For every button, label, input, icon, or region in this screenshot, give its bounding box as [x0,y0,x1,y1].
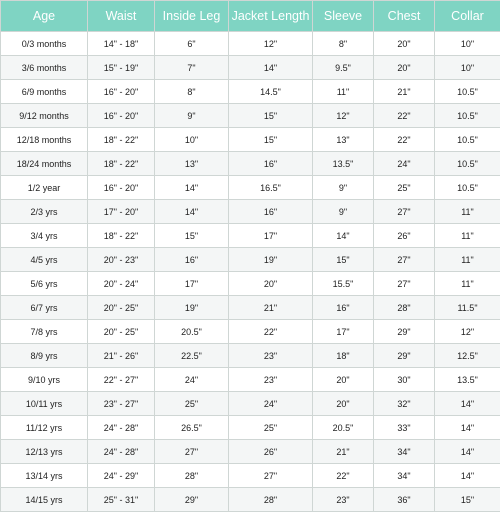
sleeve-cell: 18" [313,344,374,368]
collar-cell: 12" [435,320,500,344]
chest-cell: 34" [374,440,435,464]
sleeve-cell: 12" [313,104,374,128]
jacket-length-cell: 17" [229,224,313,248]
table-row [1,368,500,392]
table-row [1,80,500,104]
sleeve-cell: 21" [313,440,374,464]
inside-leg-cell: 19" [155,296,229,320]
sleeve-cell: 17" [313,320,374,344]
age-cell: 14/15 yrs [1,488,88,512]
age-cell: 11/12 yrs [1,416,88,440]
header-inside-leg: Inside Leg [155,1,229,32]
collar-cell: 10" [435,56,500,80]
inside-leg-cell: 6" [155,32,229,56]
collar-cell: 11" [435,248,500,272]
chest-cell: 20" [374,32,435,56]
sleeve-cell: 20" [313,392,374,416]
inside-leg-cell: 17" [155,272,229,296]
waist-cell: 18" - 22" [88,152,155,176]
collar-cell: 11" [435,200,500,224]
collar-cell: 11" [435,224,500,248]
table-row [1,176,500,200]
collar-cell: 10.5" [435,176,500,200]
waist-cell: 14" - 18" [88,32,155,56]
table-row [1,464,500,488]
chest-cell: 24" [374,152,435,176]
waist-cell: 15" - 19" [88,56,155,80]
collar-cell: 13.5" [435,368,500,392]
header-age: Age [1,1,88,32]
chest-cell: 29" [374,344,435,368]
waist-cell: 20" - 23" [88,248,155,272]
table-row [1,200,500,224]
collar-cell: 14" [435,464,500,488]
jacket-length-cell: 12" [229,32,313,56]
inside-leg-cell: 14" [155,176,229,200]
collar-cell: 14" [435,392,500,416]
jacket-length-cell: 15" [229,104,313,128]
jacket-length-cell: 14" [229,56,313,80]
age-cell: 0/3 months [1,32,88,56]
jacket-length-cell: 16.5" [229,176,313,200]
table-row [1,32,500,56]
sleeve-cell: 11" [313,80,374,104]
chest-cell: 32" [374,392,435,416]
sleeve-cell: 15.5" [313,272,374,296]
jacket-length-cell: 27" [229,464,313,488]
jacket-length-cell: 26" [229,440,313,464]
waist-cell: 24" - 29" [88,464,155,488]
inside-leg-cell: 26.5" [155,416,229,440]
collar-cell: 10" [435,32,500,56]
age-cell: 7/8 yrs [1,320,88,344]
inside-leg-cell: 10" [155,128,229,152]
table-row [1,320,500,344]
jacket-length-cell: 16" [229,200,313,224]
inside-leg-cell: 13" [155,152,229,176]
waist-cell: 22" - 27" [88,368,155,392]
table-row [1,344,500,368]
jacket-length-cell: 25" [229,416,313,440]
header-jacket-length: Jacket Length [229,1,313,32]
header-chest: Chest [374,1,435,32]
jacket-length-cell: 21" [229,296,313,320]
jacket-length-cell: 14.5" [229,80,313,104]
sleeve-cell: 14" [313,224,374,248]
chest-cell: 27" [374,272,435,296]
age-cell: 12/13 yrs [1,440,88,464]
collar-cell: 11.5" [435,296,500,320]
table-body [1,32,500,512]
chest-cell: 30" [374,368,435,392]
age-cell: 3/4 yrs [1,224,88,248]
chest-cell: 27" [374,200,435,224]
table-row [1,248,500,272]
waist-cell: 17" - 20" [88,200,155,224]
inside-leg-cell: 9" [155,104,229,128]
sleeve-cell: 9.5" [313,56,374,80]
table-row [1,104,500,128]
waist-cell: 23" - 27" [88,392,155,416]
inside-leg-cell: 16" [155,248,229,272]
inside-leg-cell: 25" [155,392,229,416]
table-row [1,440,500,464]
sleeve-cell: 15" [313,248,374,272]
sleeve-cell: 13" [313,128,374,152]
waist-cell: 16" - 20" [88,80,155,104]
sleeve-cell: 20.5" [313,416,374,440]
waist-cell: 16" - 20" [88,176,155,200]
inside-leg-cell: 29" [155,488,229,512]
chest-cell: 22" [374,128,435,152]
chest-cell: 33" [374,416,435,440]
waist-cell: 24" - 28" [88,440,155,464]
age-cell: 4/5 yrs [1,248,88,272]
waist-cell: 20" - 25" [88,320,155,344]
age-cell: 13/14 yrs [1,464,88,488]
waist-cell: 16" - 20" [88,104,155,128]
sleeve-cell: 20" [313,368,374,392]
table-row [1,296,500,320]
table-row [1,56,500,80]
collar-cell: 10.5" [435,128,500,152]
age-cell: 6/7 yrs [1,296,88,320]
inside-leg-cell: 7" [155,56,229,80]
sleeve-cell: 8" [313,32,374,56]
header-row [1,1,500,32]
jacket-length-cell: 20" [229,272,313,296]
collar-cell: 10.5" [435,80,500,104]
chest-cell: 34" [374,464,435,488]
chest-cell: 36" [374,488,435,512]
age-cell: 18/24 months [1,152,88,176]
sleeve-cell: 9" [313,200,374,224]
waist-cell: 25" - 31" [88,488,155,512]
table-header [1,1,500,32]
table-row [1,224,500,248]
chest-cell: 20" [374,56,435,80]
table-row [1,272,500,296]
inside-leg-cell: 14" [155,200,229,224]
jacket-length-cell: 23" [229,344,313,368]
age-cell: 1/2 year [1,176,88,200]
inside-leg-cell: 20.5" [155,320,229,344]
age-cell: 6/9 months [1,80,88,104]
chest-cell: 21" [374,80,435,104]
sleeve-cell: 13.5" [313,152,374,176]
waist-cell: 24" - 28" [88,416,155,440]
collar-cell: 15" [435,488,500,512]
table-row [1,392,500,416]
collar-cell: 10.5" [435,152,500,176]
age-cell: 12/18 months [1,128,88,152]
table-row [1,416,500,440]
age-cell: 8/9 yrs [1,344,88,368]
header-waist: Waist [88,1,155,32]
jacket-length-cell: 16" [229,152,313,176]
collar-cell: 11" [435,272,500,296]
collar-cell: 12.5" [435,344,500,368]
sleeve-cell: 23" [313,488,374,512]
table-row [1,488,500,512]
waist-cell: 18" - 22" [88,224,155,248]
collar-cell: 14" [435,416,500,440]
chest-cell: 29" [374,320,435,344]
chest-cell: 25" [374,176,435,200]
jacket-length-cell: 24" [229,392,313,416]
jacket-length-cell: 19" [229,248,313,272]
table-row [1,128,500,152]
chest-cell: 26" [374,224,435,248]
jacket-length-cell: 28" [229,488,313,512]
collar-cell: 10.5" [435,104,500,128]
inside-leg-cell: 8" [155,80,229,104]
sleeve-cell: 9" [313,176,374,200]
waist-cell: 20" - 25" [88,296,155,320]
collar-cell: 14" [435,440,500,464]
inside-leg-cell: 28" [155,464,229,488]
table-row [1,152,500,176]
age-cell: 5/6 yrs [1,272,88,296]
jacket-length-cell: 15" [229,128,313,152]
header-collar: Collar [435,1,500,32]
waist-cell: 18" - 22" [88,128,155,152]
inside-leg-cell: 27" [155,440,229,464]
header-sleeve: Sleeve [313,1,374,32]
age-cell: 2/3 yrs [1,200,88,224]
inside-leg-cell: 15" [155,224,229,248]
jacket-length-cell: 22" [229,320,313,344]
age-cell: 3/6 months [1,56,88,80]
inside-leg-cell: 24" [155,368,229,392]
age-cell: 9/12 months [1,104,88,128]
waist-cell: 20" - 24" [88,272,155,296]
chest-cell: 27" [374,248,435,272]
chest-cell: 28" [374,296,435,320]
inside-leg-cell: 22.5" [155,344,229,368]
sleeve-cell: 22" [313,464,374,488]
sleeve-cell: 16" [313,296,374,320]
chest-cell: 22" [374,104,435,128]
age-cell: 9/10 yrs [1,368,88,392]
jacket-length-cell: 23" [229,368,313,392]
waist-cell: 21" - 26" [88,344,155,368]
age-cell: 10/11 yrs [1,392,88,416]
